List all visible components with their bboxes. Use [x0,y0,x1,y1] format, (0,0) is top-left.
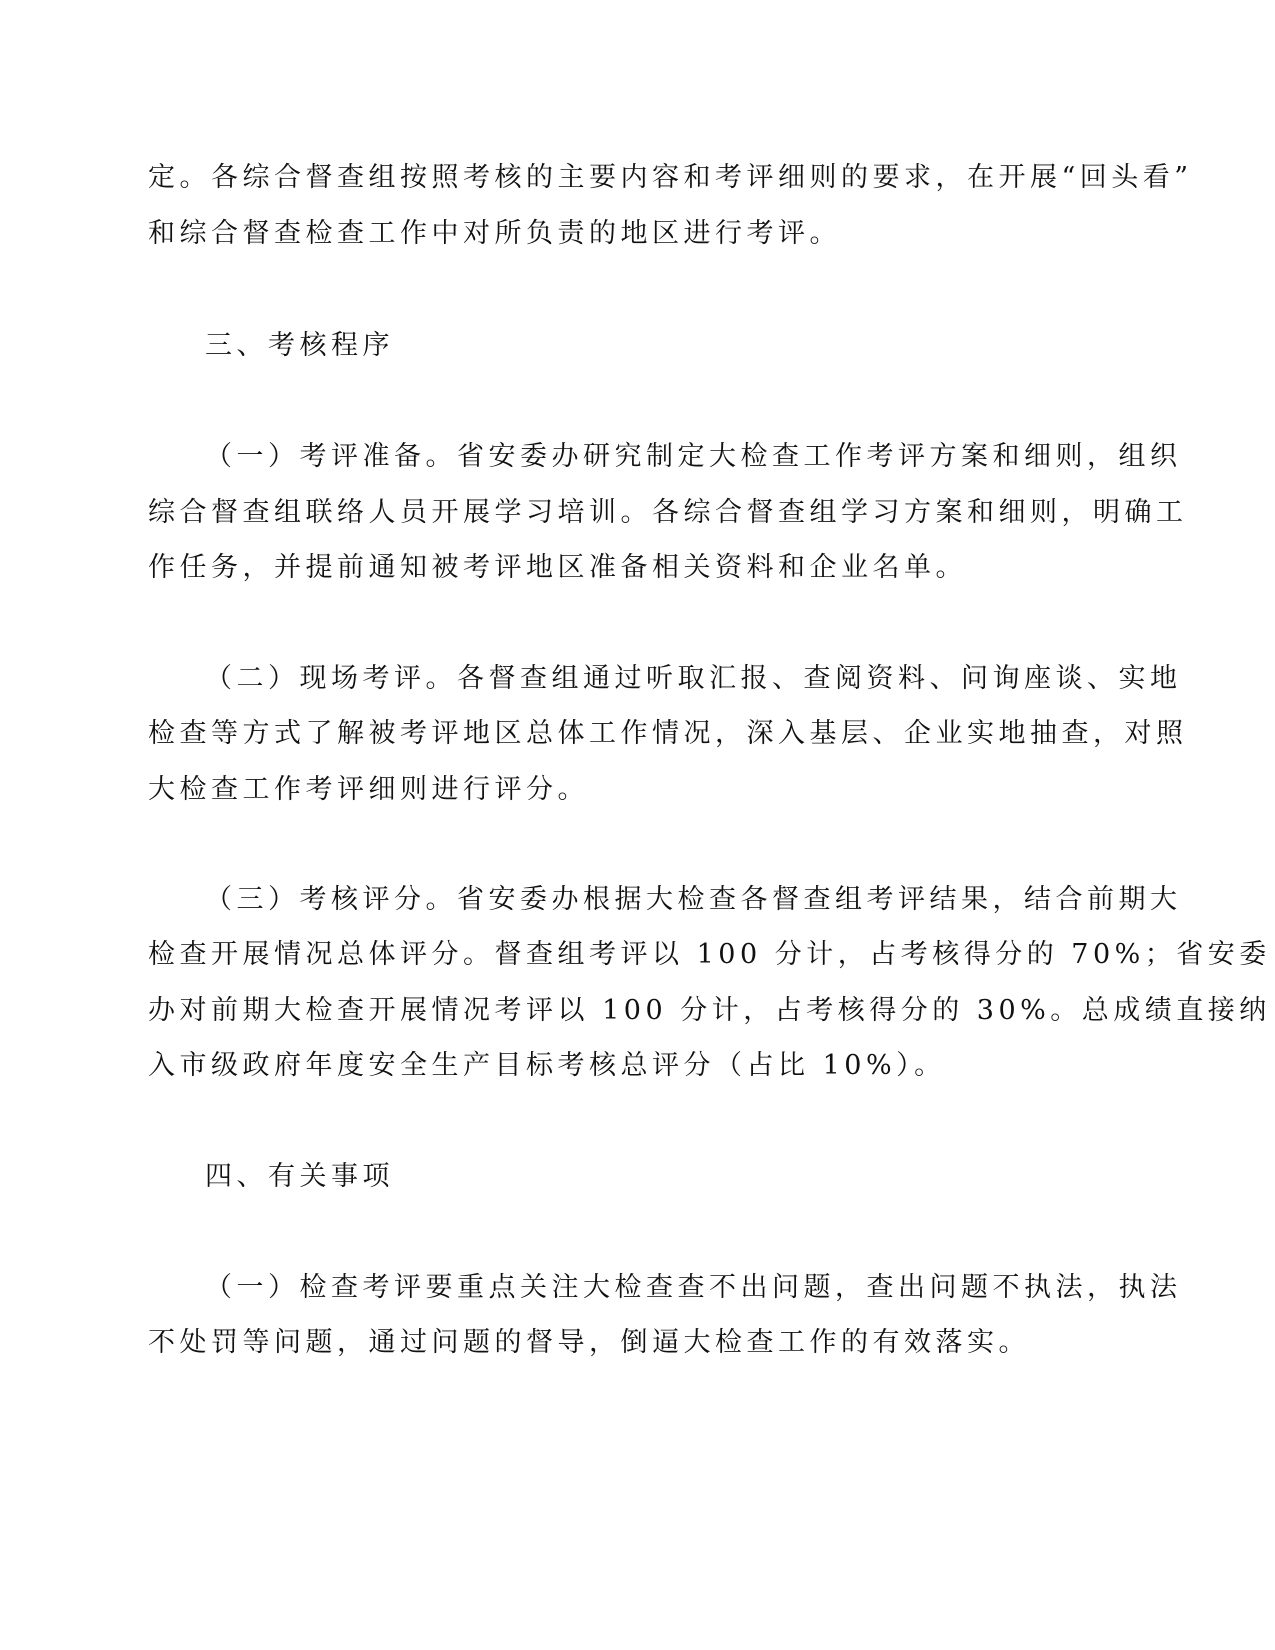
paragraph-line: （二）现场考评。各督查组通过听取汇报、查阅资料、问询座谈、实地 [205,663,1182,694]
paragraph-line: 定。各综合督查组按照考核的主要内容和考评细则的要求，在开展“回头看” [148,162,1193,193]
section-heading: 三、考核程序 [205,330,394,361]
paragraph-line: 办对前期大检查开展情况考评以 100 分计，占考核得分的 30%。总成绩直接纳 [148,995,1271,1026]
paragraph-line: 入市级政府年度安全生产目标考核总评分（占比 10%）。 [148,1050,946,1081]
section-heading: 四、有关事项 [205,1161,394,1192]
paragraph-line: 检查开展情况总体评分。督查组考评以 100 分计，占考核得分的 70%；省安委 [148,939,1271,970]
paragraph-line: （一）检查考评要重点关注大检查查不出问题，查出问题不执法，执法 [205,1272,1182,1303]
paragraph-line: 综合督查组联络人员开展学习培训。各综合督查组学习方案和细则，明确工 [148,497,1188,528]
paragraph-line: （三）考核评分。省安委办根据大检查各督查组考评结果，结合前期大 [205,884,1182,915]
paragraph-line: 检查等方式了解被考评地区总体工作情况，深入基层、企业实地抽查，对照 [148,718,1188,749]
paragraph-line: 大检查工作考评细则进行评分。 [148,774,589,805]
paragraph-line: 不处罚等问题，通过问题的督导，倒逼大检查工作的有效落实。 [148,1327,1030,1358]
paragraph-line: 和综合督查检查工作中对所负责的地区进行考评。 [148,218,841,249]
paragraph-line: （一）考评准备。省安委办研究制定大检查工作考评方案和细则，组织 [205,441,1182,472]
paragraph-line: 作任务，并提前通知被考评地区准备相关资料和企业名单。 [148,552,967,583]
